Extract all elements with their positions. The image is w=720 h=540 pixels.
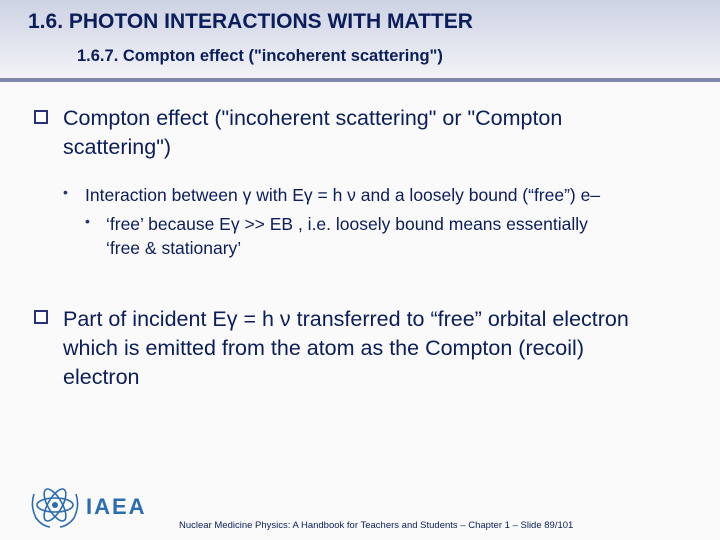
bullet-2-line-3: electron [63, 365, 140, 389]
header-rule [0, 78, 720, 82]
sub-bullet-dot-icon: • [63, 184, 68, 200]
sub-bullet-2-line-2: ‘free & stationary’ [106, 238, 242, 258]
sub-bullet-dot-icon: • [85, 213, 90, 229]
bullet-checkbox-icon [34, 310, 48, 324]
slide-subtitle: 1.6.7. Compton effect ("incoherent scattering") [77, 47, 443, 65]
sub-bullet-1: Interaction between γ with Eγ = h ν and a loosely bound (“free”) e– [85, 185, 601, 205]
bullet-2-line-2: which is emitted from the atom as the Compton (recoil) [63, 336, 584, 360]
bullet-checkbox-icon [34, 110, 48, 124]
bullet-1-line-2: scattering") [63, 135, 172, 159]
iaea-emblem-icon [28, 480, 82, 530]
slide-footer: Nuclear Medicine Physics: A Handbook for Teachers and Students – Chapter 1 – Slide 89/101 [179, 520, 574, 531]
bullet-2-line-1: Part of incident Eγ = h ν transferred to “free” orbital electron [63, 307, 629, 331]
sub-bullet-2-line-1: ‘free’ because Eγ >> EB , i.e. loosely bound means essentially [106, 214, 588, 234]
slide-title: 1.6. PHOTON INTERACTIONS WITH MATTER [28, 10, 473, 33]
iaea-logo-text: IAEA [86, 494, 147, 519]
bullet-1-line-1: Compton effect ("incoherent scattering" or "Compton [63, 106, 563, 130]
